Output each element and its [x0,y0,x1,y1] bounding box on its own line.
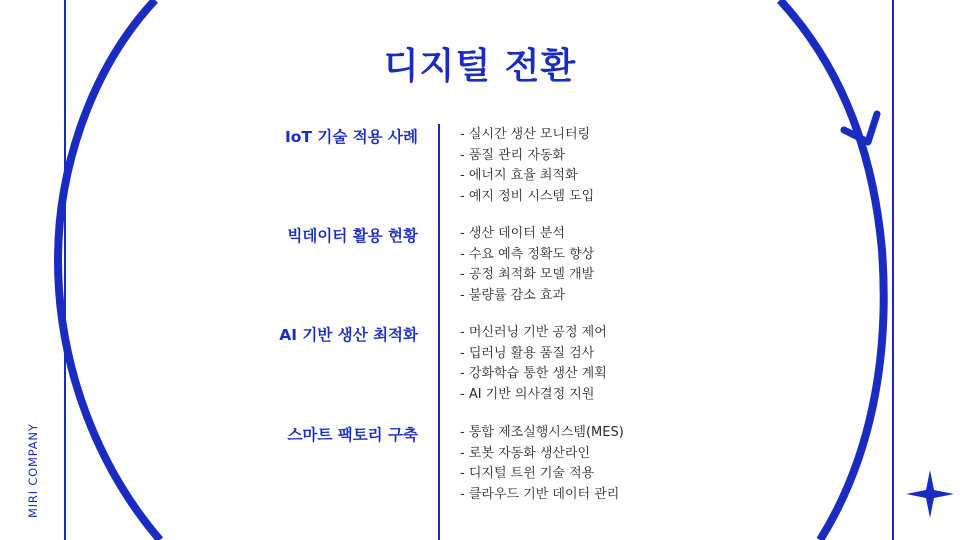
list-item: - 품질 관리 자동화 [460,147,565,163]
list-item: - 디지털 트윈 기술 적용 [460,466,595,481]
list-item: - 실시간 생산 모니터링 [460,127,591,142]
list-item: - 딥러닝 활용 품질 검사 [460,345,595,361]
list-item: - 공정 최적화 모델 개발 [460,267,595,282]
list-item: - 예지 정비 시스템 도입 [460,188,595,204]
item-list [460,423,624,505]
item-list [460,323,607,405]
list-item: - 강화학습 통한 생산 계획 [460,366,607,381]
list-item: - 생산 데이터 분석 [460,226,565,241]
list-item: - 클라우드 기반 데이터 관리 [460,486,620,502]
list-item: - 통합 제조실행시스템(MES) [460,425,624,440]
item-list [460,224,594,306]
list-item: - 에너지 효율 최적화 [460,168,578,183]
section-title: 빅데이터 활용 현황 [287,227,418,245]
sparkle-star-icon [906,470,954,518]
item-list [460,125,594,207]
section-title: AI 기반 생산 최적화 [279,326,418,344]
list-item: - 불량률 감소 효과 [460,287,565,303]
page-title: 디지털 전환 [383,46,577,87]
center-divider [438,124,440,540]
section-title: 스마트 팩토리 구축 [287,426,418,444]
list-item: - 수요 예측 정확도 향상 [460,246,595,262]
list-item: - AI 기반 의사결정 지원 [460,386,595,402]
list-item: - 로봇 자동화 생산라인 [460,445,591,461]
brand-label: MIRI COMPANY [26,423,40,518]
list-item: - 머신러닝 기반 공정 제어 [460,325,607,340]
section-title: IoT 기술 적용 사례 [284,128,418,146]
